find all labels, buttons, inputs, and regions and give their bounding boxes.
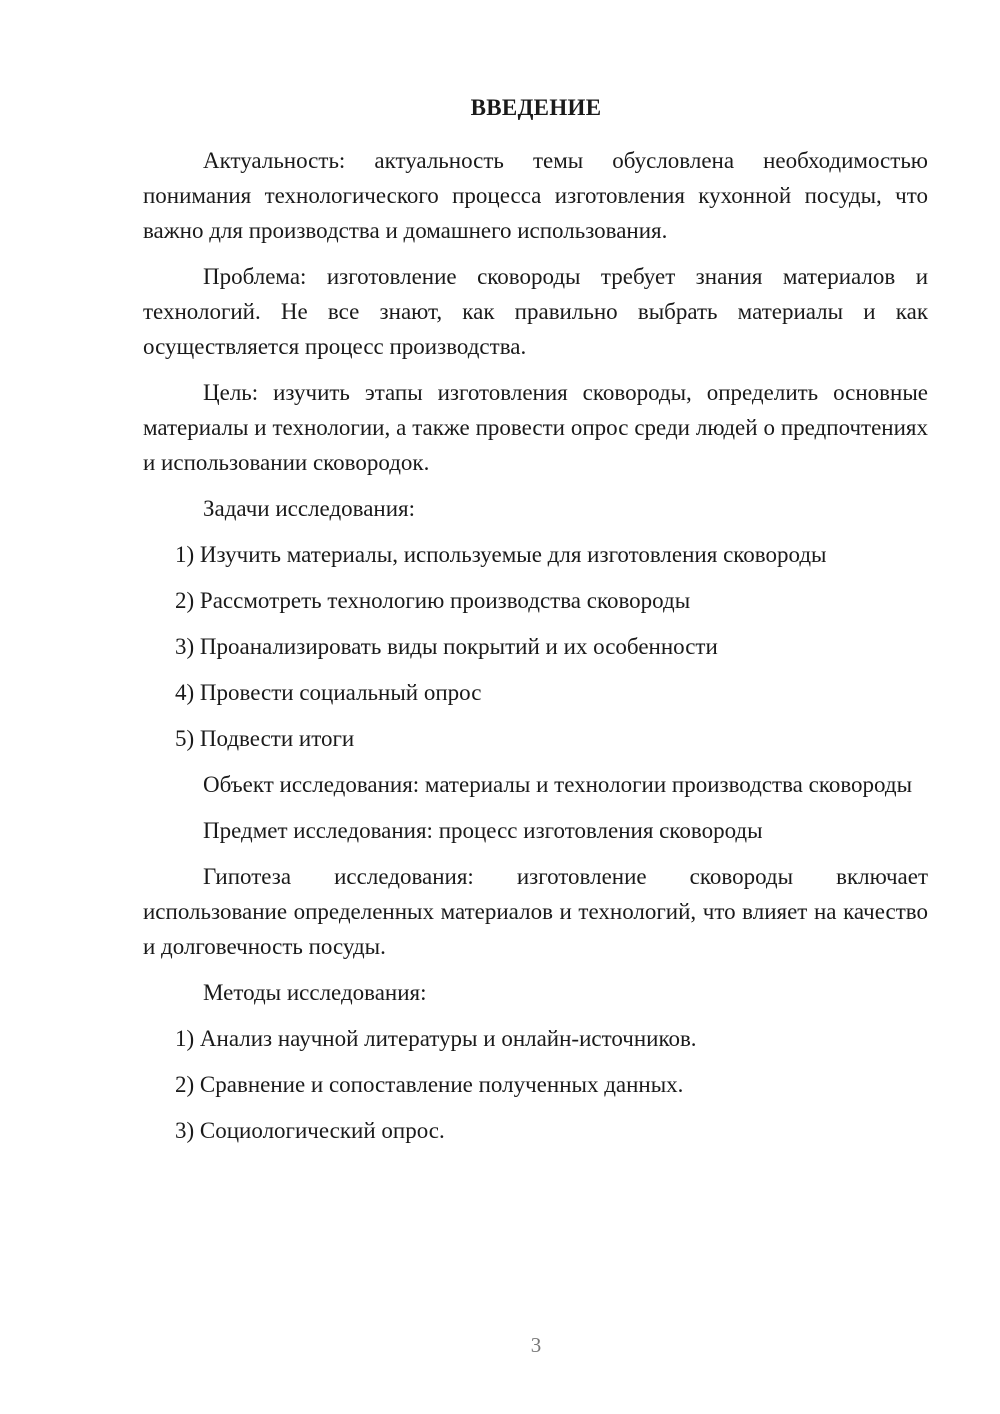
task-item: 2) Рассмотреть технологию производства сковороды [175, 588, 691, 613]
problem-paragraph: Проблема: изготовление сковороды требует знания материалов и технологий. Не все знают, как правильно выбрать материалы и как осуществляется процесс производства. [143, 264, 928, 359]
methods-heading: Методы исследования: [203, 980, 427, 1005]
task-item: 5) Подвести итоги [175, 726, 355, 751]
hypothesis-paragraph: Гипотеза исследования: изготовление сковороды включает использование определенных материалов и технологий, что влияет на качество и долговечность посуды. [143, 864, 928, 959]
page-content [143, 143, 928, 1159]
method-item: 1) Анализ научной литературы и онлайн-источников. [175, 1026, 697, 1051]
page-title: ВВЕДЕНИЕ [470, 95, 602, 120]
tasks-heading: Задачи исследования: [203, 496, 416, 521]
task-item: 3) Проанализировать виды покрытий и их особенности [175, 634, 718, 659]
method-item: 3) Социологический опрос. [175, 1118, 445, 1143]
goal-paragraph: Цель: изучить этапы изготовления сковороды, определить основные материалы и технологии, а также провести опрос среди людей о предпочтениях и использовании сковородок. [143, 380, 928, 475]
page-number: 3 [530, 1333, 542, 1357]
relevance-paragraph: Актуальность: актуальность темы обусловлена необходимостью понимания технологического процесса изготовления кухонной посуды, что важно для производства и домашнего использования. [143, 148, 928, 243]
task-item: 4) Провести социальный опрос [175, 680, 482, 705]
method-item: 2) Сравнение и сопоставление полученных данных. [175, 1072, 684, 1097]
subject-paragraph: Предмет исследования: процесс изготовления сковороды [203, 818, 763, 843]
object-paragraph: Объект исследования: материалы и технологии производства сковороды [203, 772, 913, 797]
task-item: 1) Изучить материалы, используемые для изготовления сковороды [175, 542, 827, 567]
